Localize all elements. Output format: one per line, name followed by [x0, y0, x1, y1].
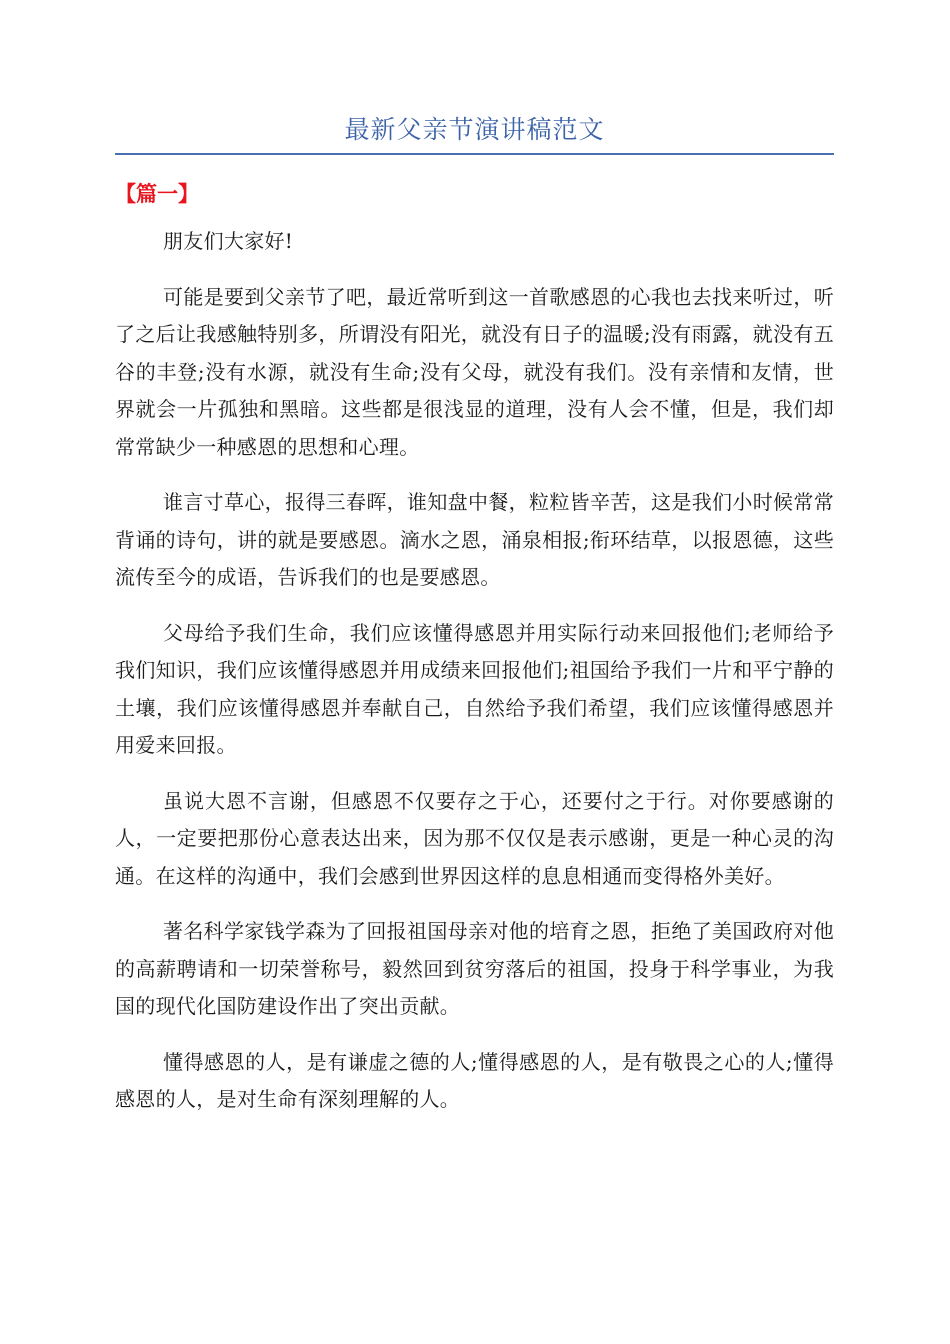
paragraph: 谁言寸草心，报得三春晖，谁知盘中餐，粒粒皆辛苦，这是我们小时候常常背诵的诗句，讲的就是要感恩。滴水之恩，涌泉相报;衔环结草，以报恩德，这些流传至今的成语，告诉我们的也是要感恩。: [115, 490, 834, 589]
paragraph: 著名科学家钱学森为了回报祖国母亲对他的培育之恩，拒绝了美国政府对他的高薪聘请和一切荣誉称号，毅然回到贫穷落后的祖国，投身于科学事业，为我国的现代化国防建设作出了突出贡献。: [115, 919, 834, 1018]
document-body: [115, 223, 834, 1137]
paragraph: 可能是要到父亲节了吧，最近常听到这一首歌感恩的心我也去找来听过，听了之后让我感触特别多，所谓没有阳光，就没有日子的温暖;没有雨露，就没有五谷的丰登;没有水源，就没有生命;没有父母，就没有我们。没有亲情和友情，世界就会一片孤独和黑暗。这些都是很浅显的道理，没有人会不懂，但是，我们却常常缺少一种感恩的思想和心理。: [115, 284, 834, 459]
paragraph-greeting: 朋友们大家好!: [163, 229, 294, 253]
paragraph: 懂得感恩的人，是有谦虚之德的人;懂得感恩的人，是有敬畏之心的人;懂得感恩的人，是对生命有深刻理解的人。: [115, 1049, 834, 1111]
paragraph: 父母给予我们生命，我们应该懂得感恩并用实际行动来回报他们;老师给予我们知识，我们应该懂得感恩并用成绩来回报他们;祖国给予我们一片和平宁静的土壤，我们应该懂得感恩并奉献自己，自然给予我们希望，我们应该懂得感恩并用爱来回报。: [115, 620, 834, 757]
section-label: 【篇一】: [115, 182, 199, 206]
document-title: 最新父亲节演讲稿范文: [344, 115, 605, 144]
paragraph: 虽说大恩不言谢，但感恩不仅要存之于心，还要付之于行。对你要感谢的人，一定要把那份心意表达出来，因为那不仅仅是表示感谢，更是一种心灵的沟通。在这样的沟通中，我们会感到世界因这样的息息相通而变得格外美好。: [115, 788, 834, 888]
title-underline: [115, 153, 834, 155]
